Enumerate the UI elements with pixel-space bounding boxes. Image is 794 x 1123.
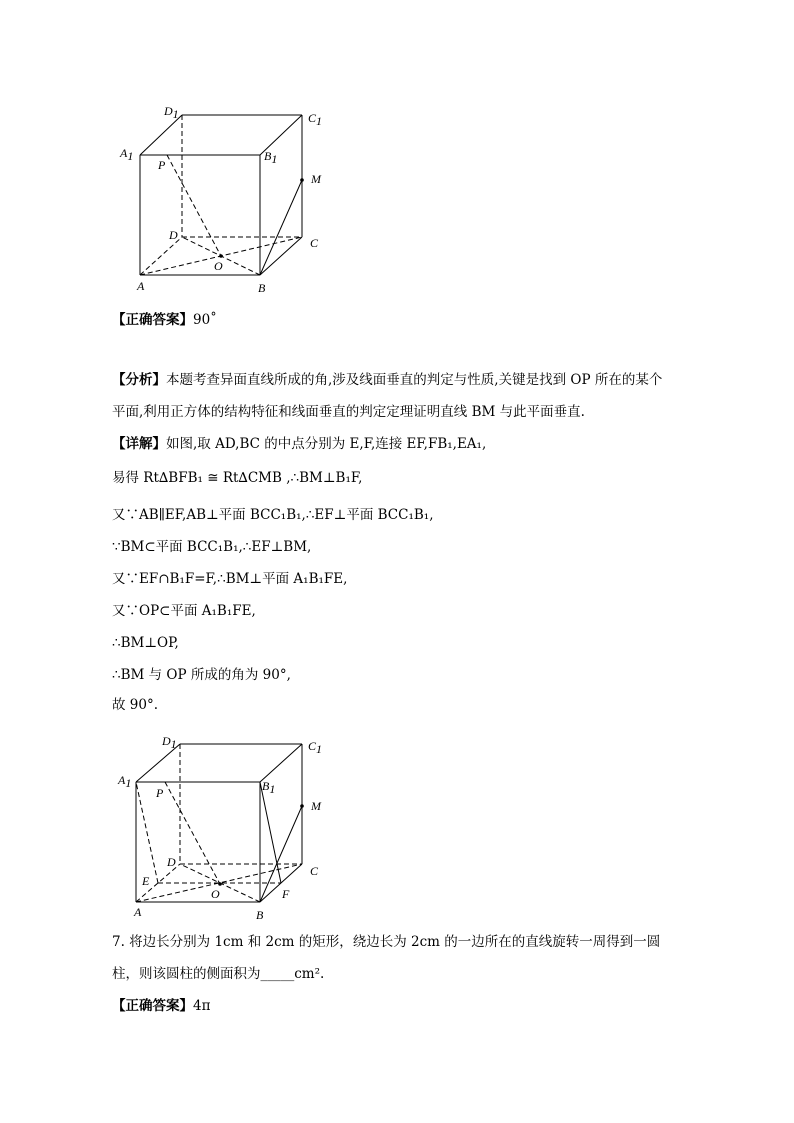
label-d: D <box>169 228 178 242</box>
answer-7 <box>112 996 712 1016</box>
analysis-line-2 <box>112 402 712 422</box>
label-b: B <box>258 281 266 295</box>
label-b1: B1 <box>264 149 278 166</box>
answer-1 <box>112 310 712 330</box>
edge-b-c <box>260 237 302 275</box>
detail-line-3 <box>112 505 712 525</box>
label-e: E <box>142 874 150 888</box>
point-o <box>219 254 223 258</box>
label-d1: D1 <box>162 734 177 751</box>
answer-7-tag: 【正确答案】 <box>112 998 193 1014</box>
segment-b-m <box>260 806 302 902</box>
label-a: A <box>134 905 142 919</box>
detail-line-9 <box>112 695 712 715</box>
label-f: F <box>282 887 290 901</box>
answer-1-value: 90˚ <box>193 312 217 328</box>
cube-figure-2 <box>100 728 360 938</box>
analysis-text-2: 平面,利用正方体的结构特征和线面垂直的判定定理证明直线 BM 与此平面垂直. <box>112 404 585 420</box>
detail-tag: 【详解】 <box>112 436 166 452</box>
answer-1-tag: 【正确答案】 <box>112 312 193 328</box>
label-a: A <box>137 279 145 293</box>
analysis-tag: 【分析】 <box>112 372 166 388</box>
label-d: D <box>167 855 176 869</box>
label-c: C <box>310 236 319 250</box>
label-p: P <box>156 786 164 800</box>
segment-e-a1 <box>136 782 158 883</box>
label-c1: C1 <box>308 739 323 756</box>
label-a1: A1 <box>120 146 134 163</box>
edge-a1-d1 <box>140 115 182 155</box>
detail-text-9: 故 90°. <box>112 697 159 713</box>
label-c1: C1 <box>308 111 323 128</box>
label-p: P <box>158 158 166 172</box>
detail-line-1 <box>112 434 712 454</box>
answer-7-value: 4π <box>193 998 211 1014</box>
detail-text-5: 又∵EF∩B₁F=F,∴BM⊥平面 A₁B₁FE, <box>112 571 348 587</box>
edge-b1-c1 <box>260 744 302 782</box>
question-7-line-1 <box>112 932 712 952</box>
detail-text-7: ∴BM⊥OP, <box>112 635 179 651</box>
segment-b-m <box>260 180 302 275</box>
detail-line-4 <box>112 537 712 557</box>
label-m: M <box>311 799 321 813</box>
detail-line-2 <box>112 468 712 488</box>
label-o: O <box>214 259 223 273</box>
detail-text-8: ∴BM 与 OP 所成的角为 90°, <box>112 667 291 683</box>
label-c: C <box>310 864 319 878</box>
analysis-text-1: 本题考查异面直线所成的角,涉及线面垂直的判定与性质,关键是找到 OP 所在的某个 <box>166 372 663 388</box>
point-m <box>300 804 304 808</box>
detail-line-5 <box>112 569 712 589</box>
label-o: O <box>211 887 220 901</box>
label-b1: B1 <box>262 779 276 796</box>
label-a1: A1 <box>118 773 132 790</box>
cube-diagram-2 <box>100 728 360 938</box>
point-m <box>300 178 304 182</box>
detail-text-1: 如图,取 AD,BC 的中点分别为 E,F,连接 EF,FB₁,EA₁, <box>166 436 487 452</box>
detail-text-2: 易得 Rt∆BFB₁ ≅ Rt∆CMB ,∴BM⊥B₁F, <box>112 470 363 486</box>
label-m: M <box>311 172 321 186</box>
detail-text-6: 又∵OP⊂平面 A₁B₁FE, <box>112 603 256 619</box>
question-7-text-2: 柱，则该圆柱的侧面积为_____cm². <box>112 966 325 982</box>
question-7-text-1: 7. 将边长分别为 1cm 和 2cm 的矩形，绕边长为 2cm 的一边所在的直线旋转一周得到一圆 <box>112 934 661 950</box>
label-d1: D1 <box>164 104 179 121</box>
cube-figure-1 <box>100 100 360 310</box>
point-o <box>218 882 222 886</box>
detail-line-7 <box>112 633 712 653</box>
detail-line-6 <box>112 601 712 621</box>
detail-line-8 <box>112 665 712 685</box>
segment-b1-f <box>260 782 281 883</box>
question-7-line-2 <box>112 964 712 984</box>
label-b: B <box>256 908 264 922</box>
cube-diagram-1 <box>100 100 360 310</box>
edge-a-d <box>140 237 182 275</box>
detail-text-4: ∵BM⊂平面 BCC₁B₁,∴EF⊥BM, <box>112 539 312 555</box>
detail-text-3: 又∵AB∥EF,AB⊥平面 BCC₁B₁,∴EF⊥平面 BCC₁B₁, <box>112 507 434 523</box>
analysis-line-1 <box>112 370 712 390</box>
